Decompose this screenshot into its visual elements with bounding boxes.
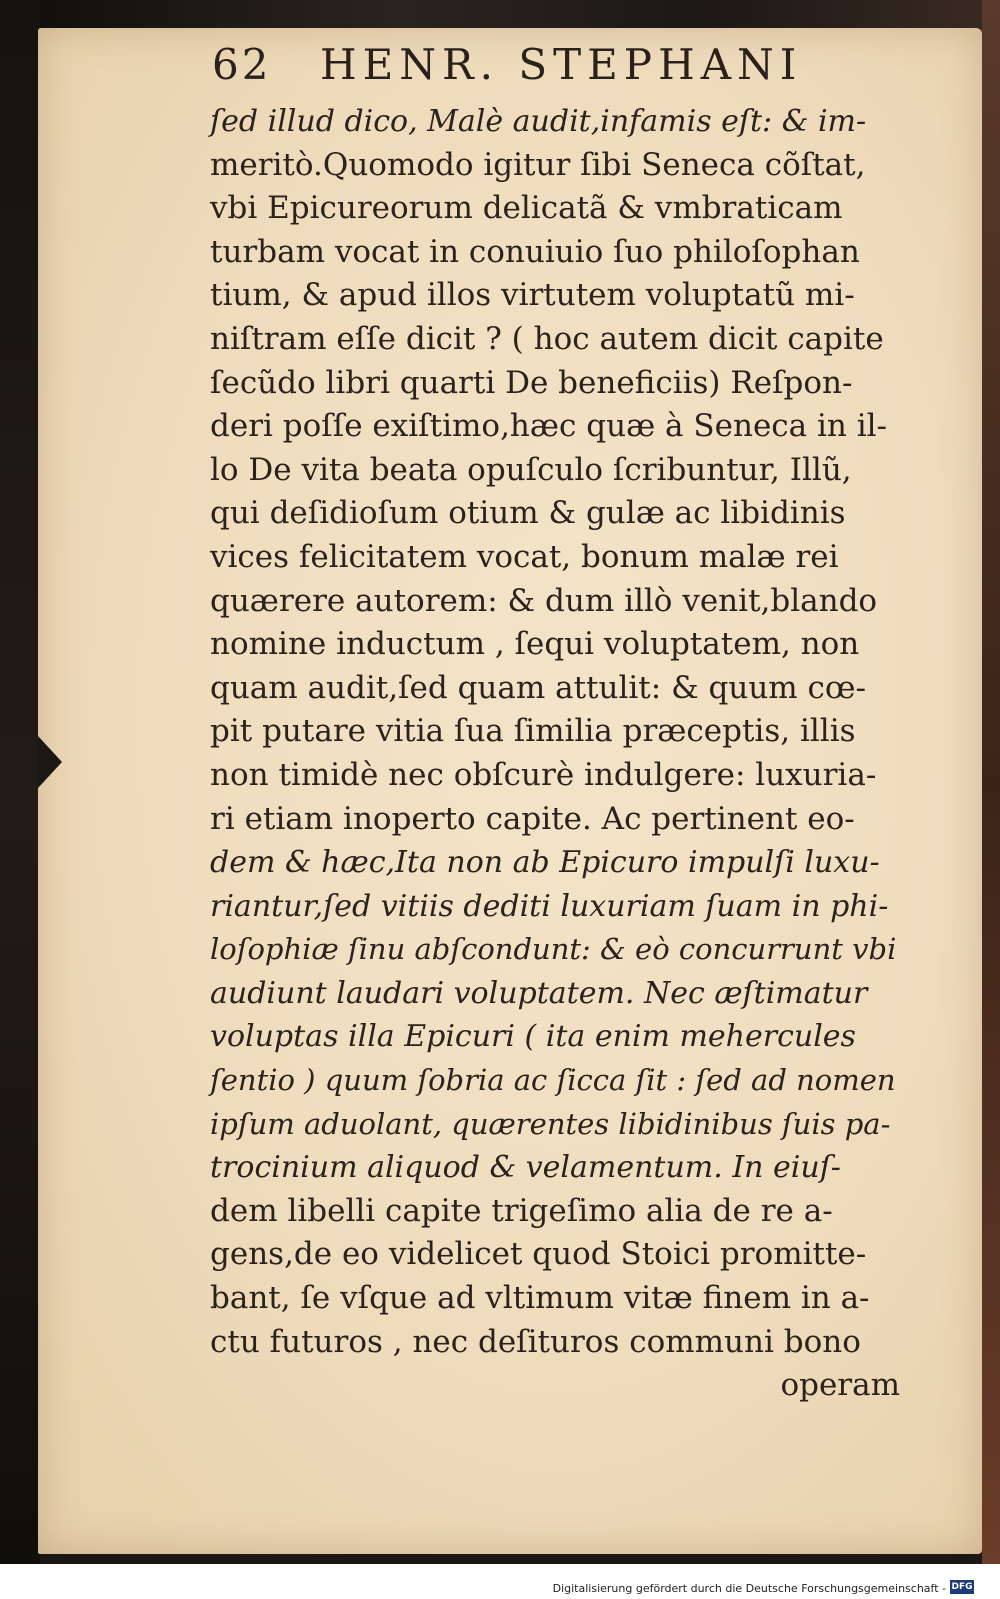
- text-line-content: loſophiæ ſinu abſcondunt: & eò concurrunt vbi: [210, 932, 897, 967]
- text-line: [210, 972, 900, 1016]
- text-line: [210, 1103, 900, 1147]
- text-line-content: qui deſidioſum otium & gulæ ac libidinis: [210, 495, 846, 532]
- text-line-content: operam: [780, 1367, 900, 1404]
- text-line-content: meritò.Quomodo igitur ſibi Seneca cõſtat,: [210, 146, 866, 183]
- dfg-logo: DFG: [951, 1582, 973, 1592]
- text-line: [210, 841, 900, 885]
- text-line: [210, 1190, 900, 1234]
- text-line-content: ri etiam inoperto capite. Ac pertinent eo-: [210, 800, 855, 837]
- page-number: 62: [212, 40, 272, 89]
- text-line-content: turbam vocat in conuiuio ſuo philoſophan: [210, 233, 860, 270]
- running-head-title: HENR. STEPHANI: [320, 40, 803, 89]
- text-line-content: ſentio ) quum ſobria ac ſicca ſit : ſed ad nomen: [210, 1063, 896, 1098]
- text-line: [210, 1146, 900, 1190]
- text-line: [210, 405, 900, 449]
- text-line: [210, 885, 900, 929]
- text-line-content: ſecũdo libri quarti De beneficiis) Reſpon-: [210, 364, 853, 401]
- text-line: [210, 449, 900, 493]
- text-line: [210, 754, 900, 798]
- text-line-content: gens,de eo videlicet quod Stoici promitte-: [210, 1236, 867, 1273]
- text-line-content: nomine inductum , ſequi voluptatem, non: [210, 626, 860, 663]
- text-line: [210, 318, 900, 362]
- text-line-content: vbi Epicureorum delicatã & vmbraticam: [210, 190, 843, 227]
- running-header: [212, 40, 892, 90]
- text-line: [210, 536, 900, 580]
- text-line: [210, 710, 900, 754]
- text-line-content: pit putare vitia ſua ſimilia præceptis, illis: [210, 713, 856, 750]
- text-line-content: vices felicitatem vocat, bonum malæ rei: [210, 538, 839, 575]
- text-line: [210, 798, 900, 842]
- text-line: [210, 1015, 900, 1059]
- text-line: [210, 667, 900, 711]
- text-line: [210, 231, 900, 275]
- text-line-content: quærere autorem: & dum illò venit,blando: [210, 582, 878, 619]
- text-line: [210, 623, 900, 667]
- text-line-content: ipſum aduolant, quærentes libidinibus ſuis pa-: [210, 1106, 891, 1141]
- text-line-content: trocinium aliquod & velamentum. In eiuſ-: [210, 1150, 841, 1186]
- text-line: [210, 274, 900, 318]
- text-line: [210, 187, 900, 231]
- book-cover-edge: [982, 0, 1000, 1570]
- text-line-content: dem & hæc,Ita non ab Epicuro impulſi luxu-: [210, 845, 880, 881]
- book-left-edge: [0, 0, 40, 1599]
- text-line-content: voluptas illa Epicuri ( ita enim mehercules: [210, 1019, 856, 1055]
- text-line-content: riantur,ſed vitiis dediti luxuriam ſuam in phi-: [210, 888, 889, 924]
- text-line-content: ctu futuros , nec deſituros communi bono: [210, 1323, 861, 1360]
- text-line: [210, 1233, 900, 1277]
- text-line-content: bant, ſe vſque ad vltimum vitæ finem in a-: [210, 1280, 870, 1317]
- text-line-content: niſtram eſſe dicit ? ( hoc autem dicit capite: [210, 320, 884, 357]
- text-line-content: lo De vita beata opuſculo ſcribuntur, Illũ,: [210, 451, 852, 488]
- text-line: [210, 1364, 900, 1408]
- digitization-credit: Digitalisierung gefördert durch die Deutsche Forschungsgemeinschaft -: [552, 1582, 946, 1595]
- text-line-content: deri poſſe exiſtimo,hæc quæ à Seneca in il-: [210, 408, 888, 445]
- text-line: [210, 580, 900, 624]
- text-line-content: tium, & apud illos virtutem voluptatũ mi-: [210, 277, 855, 314]
- text-line: [210, 1059, 900, 1103]
- text-line: [210, 144, 900, 188]
- text-line-content: audiunt laudari voluptatem. Nec æſtimatur: [210, 975, 868, 1011]
- text-line-content: dem libelli capite trigeſimo alia de re a-: [210, 1192, 833, 1229]
- text-line-content: ſed illud dico, Malè audit,infamis eſt: & im-: [210, 104, 867, 139]
- text-line: [210, 1277, 900, 1321]
- text-line: [210, 492, 900, 536]
- text-line: [210, 362, 900, 406]
- text-line-content: quam audit,ſed quam attulit: & quum cœ-: [210, 669, 867, 706]
- text-line: [210, 1321, 900, 1365]
- text-line: [210, 100, 900, 144]
- page-torn-notch: [38, 736, 62, 788]
- text-line-content: non timidè nec obſcurè indulgere: luxuria-: [210, 756, 877, 793]
- text-line: [210, 928, 900, 972]
- body-text: [210, 100, 900, 1408]
